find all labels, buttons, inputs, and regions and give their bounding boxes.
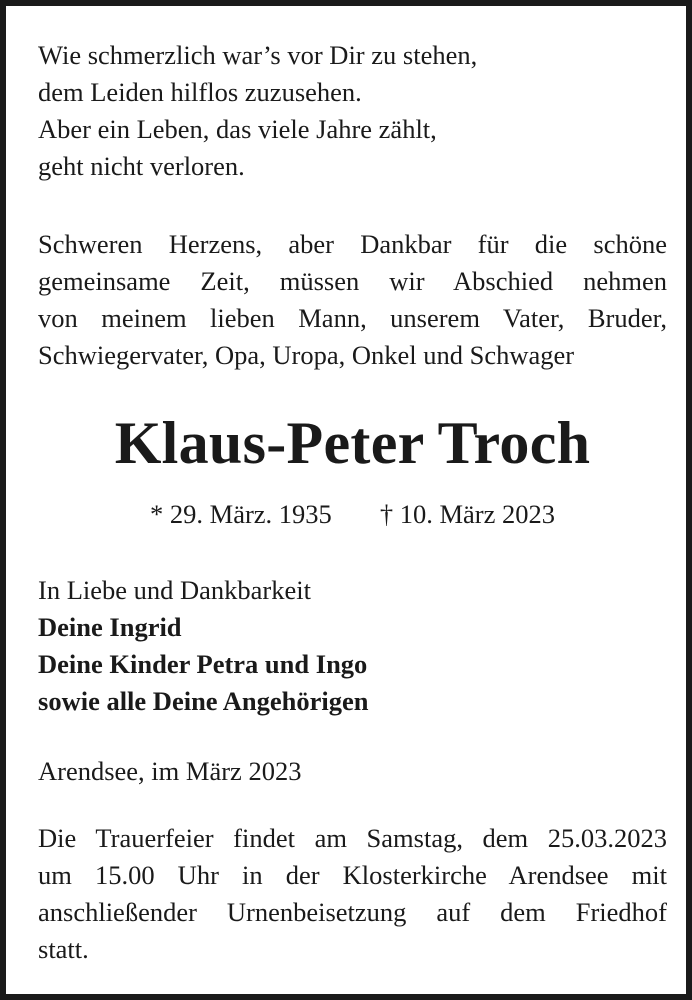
obituary-content [38, 37, 667, 968]
funeral-details [38, 820, 667, 968]
funeral-line: um 15.00 Uhr in der Klosterkirche Arendsee mit [38, 860, 667, 890]
funeral-line: Die Trauerfeier findet am Samstag, dem 25.03.2023 [38, 823, 667, 853]
life-dates [38, 496, 667, 533]
poem-line: geht nicht verloren. [38, 151, 245, 181]
death-date: † 10. März 2023 [379, 499, 555, 529]
deceased-name: Klaus-Peter Troch [114, 410, 591, 476]
place-date: Arendsee, im März 2023 [38, 756, 302, 786]
mourners-signature [38, 572, 667, 720]
mourner-name: Deine Kinder Petra und Ingo [38, 649, 368, 679]
intro-line: von meinem lieben Mann, unserem Vater, Bruder, [38, 303, 667, 333]
intro-paragraph [38, 226, 667, 374]
intro-line: gemeinsame Zeit, müssen wir Abschied nehmen [38, 266, 667, 296]
intro-line: Schweren Herzens, aber Dankbar für die schöne [38, 229, 667, 259]
poem-line: dem Leiden hilflos zuzusehen. [38, 77, 362, 107]
poem-line: Aber ein Leben, das viele Jahre zählt, [38, 114, 437, 144]
mourner-name: sowie alle Deine Angehörigen [38, 686, 369, 716]
funeral-line: statt. [38, 934, 89, 964]
mourner-name: Deine Ingrid [38, 612, 182, 642]
poem-line: Wie schmerzlich war’s vor Dir zu stehen, [38, 40, 478, 70]
mourners-lead: In Liebe und Dankbarkeit [38, 575, 311, 605]
intro-line: Schwiegervater, Opa, Uropa, Onkel und Schwager [38, 340, 575, 370]
birth-date: * 29. März. 1935 [150, 499, 332, 529]
funeral-line: anschließender Urnenbeisetzung auf dem Friedhof [38, 897, 667, 927]
poem-verse [38, 37, 667, 185]
